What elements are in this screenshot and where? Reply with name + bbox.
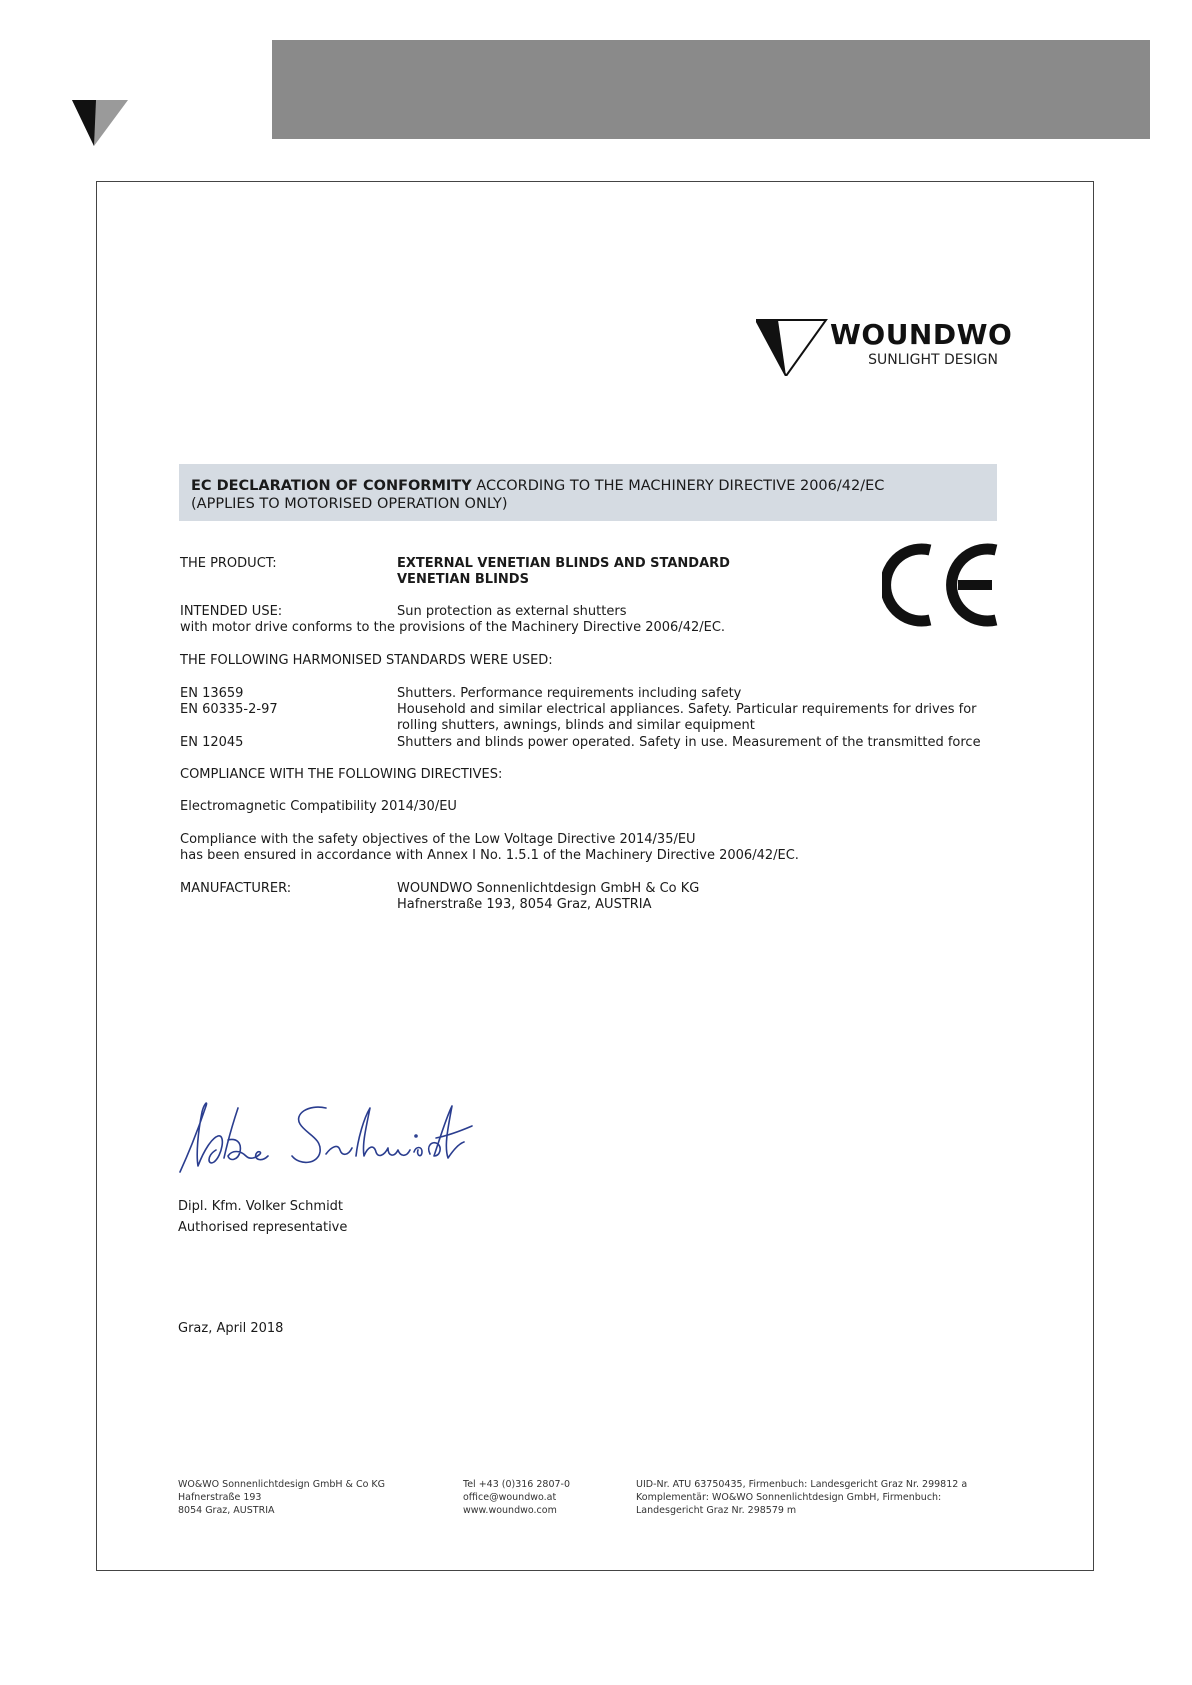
brand-logo — [756, 318, 1013, 378]
product-label: THE PRODUCT: — [180, 556, 277, 571]
footer-email: office@woundwo.at — [463, 1492, 557, 1503]
standard-description-continued: rolling shutters, awnings, blinds and similar equipment — [397, 718, 755, 733]
footer-uid: UID-Nr. ATU 63750435, Firmenbuch: Landesgericht Graz Nr. 299812 a — [636, 1479, 968, 1490]
signature-text: Volker Schmidt — [176, 1098, 184, 1099]
declaration-title-bold: EC DECLARATION OF CONFORMITY — [191, 478, 472, 494]
declaration-title-rest: ACCORDING TO THE MACHINERY DIRECTIVE 2006/42/EC — [471, 478, 885, 494]
standard-code: EN 60335-2-97 — [180, 702, 278, 717]
footer-city: 8054 Graz, AUSTRIA — [178, 1505, 275, 1516]
product-value-line1: EXTERNAL VENETIAN BLINDS AND STANDARD — [397, 556, 730, 571]
place-and-date: Graz, April 2018 — [178, 1321, 284, 1336]
standard-description: Shutters. Performance requirements including safety — [397, 686, 742, 701]
brand-tagline: SUNLIGHT DESIGN — [868, 352, 998, 368]
footer-company-block — [178, 1478, 385, 1517]
brand-name: WOUNDWO — [830, 318, 1013, 351]
footer-website: www.woundwo.com — [463, 1505, 557, 1516]
manufacturer-label: MANUFACTURER: — [180, 881, 292, 896]
declaration-title — [191, 478, 884, 494]
lvd-directive-line1: Compliance with the safety objectives of the Low Voltage Directive 2014/35/EU — [180, 832, 696, 847]
brand-mark-icon — [756, 318, 828, 376]
brand-triangle-icon — [72, 100, 128, 146]
intended-use-value: Sun protection as external shutters — [397, 604, 627, 619]
signatory-name: Dipl. Kfm. Volker Schmidt — [178, 1199, 344, 1214]
manufacturer-address: Hafnerstraße 193, 8054 Graz, AUSTRIA — [397, 897, 652, 912]
product-value-line2: VENETIAN BLINDS — [397, 572, 529, 587]
document-frame — [96, 181, 1094, 1571]
manufacturer-name: WOUNDWO Sonnenlichtdesign GmbH & Co KG — [397, 881, 700, 896]
declaration-title-band — [179, 464, 997, 521]
standard-description: Shutters and blinds power operated. Safety in use. Measurement of the transmitted force — [397, 735, 981, 750]
standards-heading: THE FOLLOWING HARMONISED STANDARDS WERE USED: — [180, 653, 553, 668]
declaration-subtitle: (APPLIES TO MOTORISED OPERATION ONLY) — [191, 496, 508, 512]
footer-phone: Tel +43 (0)316 2807-0 — [463, 1479, 571, 1490]
footer-registry-block — [636, 1478, 967, 1517]
intended-use-label: INTENDED USE: — [180, 604, 283, 619]
footer-complementary: Komplementär: WO&WO Sonnenlichtdesign GmbH, Firmenbuch: — [636, 1492, 942, 1503]
ce-mark-icon — [882, 542, 1000, 628]
standard-code: EN 13659 — [180, 686, 244, 701]
signatory-role: Authorised representative — [178, 1220, 348, 1235]
standard-description: Household and similar electrical appliances. Safety. Particular requirements for drives for — [397, 702, 977, 717]
header-bar — [272, 40, 1150, 139]
emc-directive: Electromagnetic Compatibility 2014/30/EU — [180, 799, 457, 814]
footer-court-registry: Landesgericht Graz Nr. 298579 m — [636, 1505, 797, 1516]
lvd-directive-line2: has been ensured in accordance with Annex I No. 1.5.1 of the Machinery Directive 2006/42/EC. — [180, 848, 799, 863]
footer-contact-block — [463, 1478, 570, 1517]
signature-image — [176, 1098, 476, 1178]
footer-street: Hafnerstraße 193 — [178, 1492, 262, 1503]
standard-code: EN 12045 — [180, 735, 244, 750]
footer-company-name: WO&WO Sonnenlichtdesign GmbH & Co KG — [178, 1479, 385, 1490]
directives-heading: COMPLIANCE WITH THE FOLLOWING DIRECTIVES: — [180, 767, 503, 782]
intended-use-note: with motor drive conforms to the provisions of the Machinery Directive 2006/42/EC. — [180, 620, 726, 635]
